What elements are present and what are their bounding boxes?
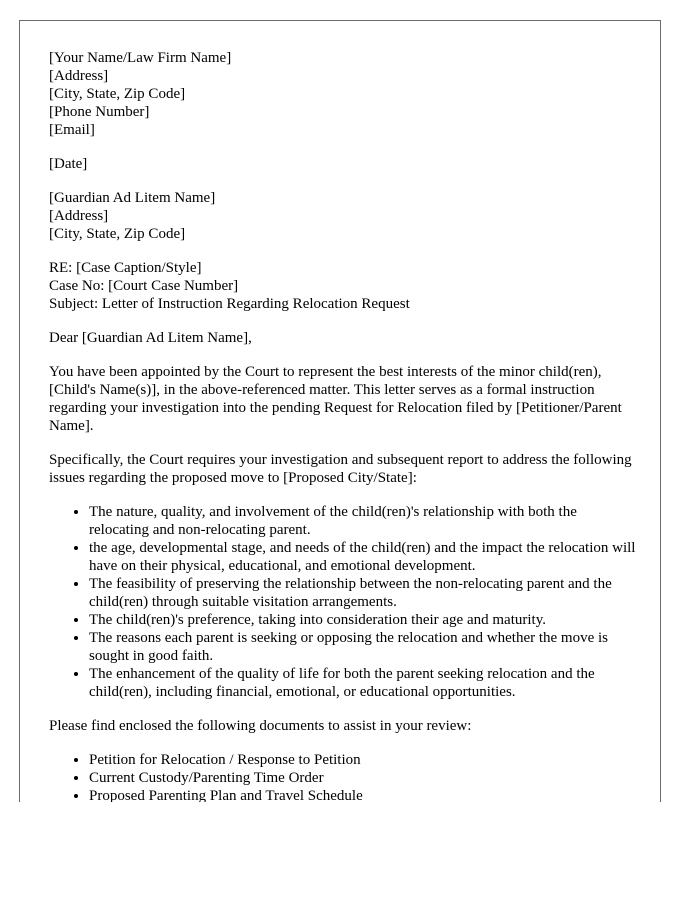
sender-name: [Your Name/Law Firm Name]	[49, 50, 232, 66]
recipient-address: [Address]	[49, 208, 109, 224]
list-item: • the age, developmental stage, and needs of the child(ren) and the impact the relocation will have on their physical, educational, and emotional development.	[89, 539, 639, 575]
sender-phone: [Phone Number]	[49, 104, 150, 120]
recipient-city-state-zip: [City, State, Zip Code]	[49, 226, 186, 242]
issues-list	[49, 503, 639, 701]
list-item: • The feasibility of preserving the relationship between the non-relocating parent and the child(ren) through suitable visitation arrangements.	[89, 575, 639, 611]
issues-intro-paragraph: Specifically, the Court requires your investigation and subsequent report to address the following issues regarding the proposed move to [Proposed City/State]:	[49, 452, 632, 486]
list-item: • Petition for Relocation / Response to Petition	[89, 751, 639, 769]
list-item: • The child(ren)'s preference, taking into consideration their age and maturity.	[89, 611, 639, 629]
recipient-name: [Guardian Ad Litem Name]	[49, 190, 216, 206]
salutation: Dear [Guardian Ad Litem Name],	[49, 330, 252, 346]
sender-block	[49, 49, 639, 139]
date-block	[49, 155, 639, 173]
recipient-block	[49, 189, 639, 243]
case-caption: RE: [Case Caption/Style]	[49, 260, 202, 276]
reference-block	[49, 259, 639, 313]
sender-address: [Address]	[49, 68, 109, 84]
list-item: • The enhancement of the quality of life for both the parent seeking relocation and the child(ren), including financial, emotional, or educational opportunities.	[89, 665, 639, 701]
letter-content	[49, 49, 639, 802]
list-item: • The nature, quality, and involvement of the child(ren)'s relationship with both the relocating and non-relocating parent.	[89, 503, 639, 539]
documents-intro-paragraph: Please find enclosed the following documents to assist in your review:	[49, 718, 472, 734]
intro-paragraph: You have been appointed by the Court to represent the best interests of the minor child(ren), [Child's Name(s)], in the above-referenced matter. This letter serves as a formal instruction regarding your investigation into the pending Request for Relocation filed by [Petitioner/Parent Name].	[49, 364, 622, 434]
letter-date: [Date]	[49, 156, 88, 172]
list-item: • Current Custody/Parenting Time Order	[89, 769, 639, 787]
list-item: • Proposed Parenting Plan and Travel Schedule	[89, 787, 639, 802]
case-number: Case No: [Court Case Number]	[49, 278, 239, 294]
documents-list	[49, 751, 639, 802]
list-item: • The reasons each parent is seeking or opposing the relocation and whether the move is sought in good faith.	[89, 629, 639, 665]
letter-page	[19, 20, 661, 802]
sender-email: [Email]	[49, 122, 95, 138]
sender-city-state-zip: [City, State, Zip Code]	[49, 86, 186, 102]
letter-subject: Subject: Letter of Instruction Regarding Relocation Request	[49, 296, 410, 312]
